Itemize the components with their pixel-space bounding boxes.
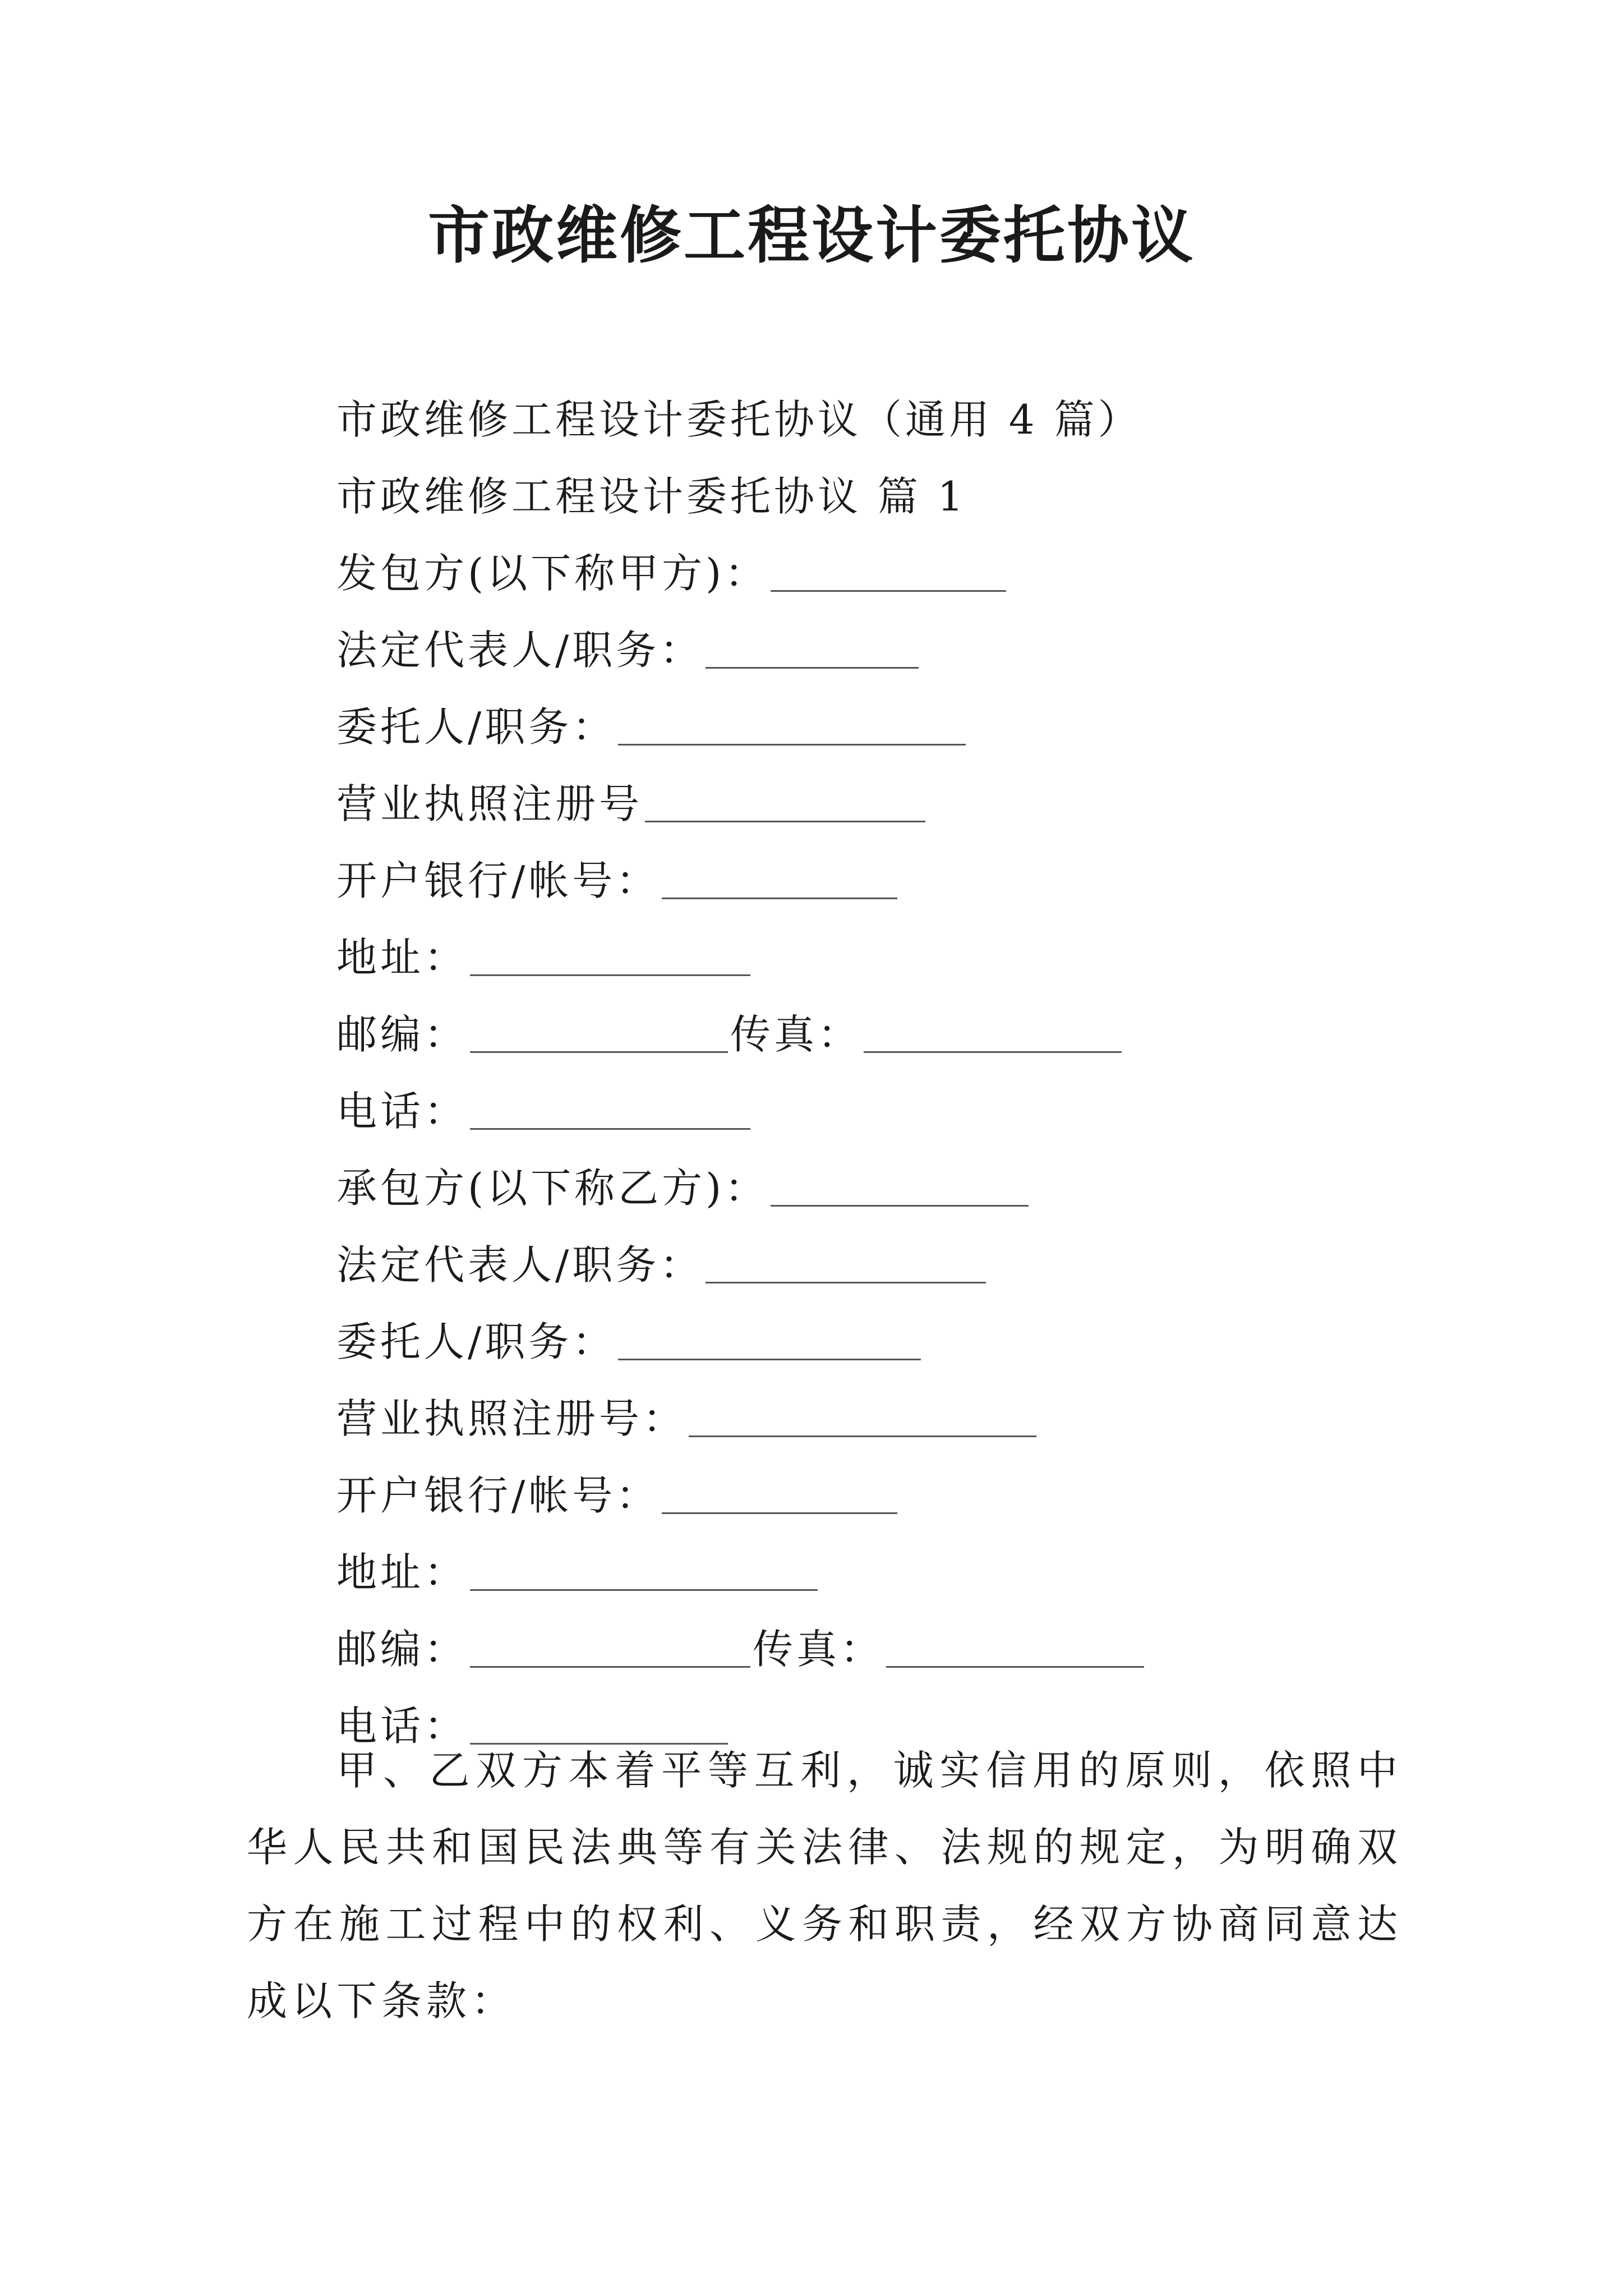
party-b-phone-label: 电话： [336, 1703, 468, 1750]
party-b-agent-label: 委托人/职务： [336, 1318, 616, 1365]
party-a-legal-rep-row [336, 612, 1458, 689]
party-a-license-blank [645, 780, 925, 822]
party-a-postcode-blank [470, 1011, 728, 1053]
party-a-postcode-fax-row [336, 996, 1458, 1073]
party-b-postcode-label: 邮编： [336, 1626, 468, 1673]
party-a-license-label: 营业执照注册号 [336, 780, 643, 827]
preamble-paragraph: 甲、乙双方本着平等互利，诚实信用的原则，依照中华人民共和国民法典等有关法律、法规的规定，为明确双方在施工过程中的权利、义务和职责，经双方协商同意达成以下条款： [247, 1747, 1402, 2024]
party-a-fax-label: 传真： [730, 1011, 862, 1058]
party-b-address-blank [470, 1549, 818, 1591]
party-b-legal-rep-row [336, 1227, 1458, 1304]
party-a-contractor-label: 发包方(以下称甲方)： [336, 550, 769, 597]
party-a-agent-blank [618, 703, 966, 746]
document-title: 市政维修工程设计委托协议 [428, 199, 1195, 272]
party-b-fax-blank [886, 1626, 1144, 1668]
party-b-bank-label: 开户银行/帐号： [336, 1472, 660, 1519]
party-a-bank-label: 开户银行/帐号： [336, 857, 660, 904]
party-a-address-blank [470, 934, 750, 976]
party-a-agent-row [336, 689, 1458, 766]
party-a-phone-row [336, 1073, 1458, 1150]
party-b-contractor-label: 承包方(以下称乙方)： [336, 1165, 769, 1212]
party-a-phone-label: 电话： [336, 1088, 468, 1135]
party-a-agent-label: 委托人/职务： [336, 703, 616, 751]
party-b-license-blank [689, 1395, 1036, 1437]
party-a-license-row [336, 766, 1458, 843]
party-b-fax-label: 传真： [753, 1626, 884, 1673]
party-a-fax-blank [864, 1011, 1122, 1053]
party-b-agent-row [336, 1304, 1458, 1381]
party-a-bank-row [336, 843, 1458, 919]
party-a-legal-rep-label: 法定代表人/职务： [336, 627, 704, 674]
party-b-agent-blank [618, 1318, 921, 1360]
document-subtitle: 市政维修工程设计委托协议（通用 4 篇） [336, 396, 1142, 443]
party-a-address-label: 地址： [336, 934, 468, 981]
party-a-phone-blank [470, 1088, 750, 1130]
party-b-license-row [336, 1381, 1458, 1457]
party-a-bank-blank [662, 857, 897, 899]
party-b-bank-row [336, 1457, 1458, 1534]
section-heading: 市政维修工程设计委托协议 篇 1 [336, 473, 967, 520]
party-a-legal-rep-blank [706, 627, 919, 669]
party-b-legal-rep-label: 法定代表人/职务： [336, 1241, 704, 1289]
party-b-contractor-row [336, 1150, 1458, 1227]
party-b-postcode-fax-row [336, 1611, 1458, 1688]
party-b-bank-blank [662, 1472, 897, 1514]
party-b-license-label: 营业执照注册号： [336, 1395, 687, 1442]
document-body [336, 381, 1458, 1765]
party-b-postcode-blank [470, 1626, 750, 1668]
party-a-address-row [336, 919, 1458, 996]
party-a-postcode-label: 邮编： [336, 1011, 468, 1058]
party-b-address-row [336, 1534, 1458, 1611]
party-b-address-label: 地址： [336, 1549, 468, 1596]
party-b-contractor-blank [771, 1165, 1029, 1207]
party-a-contractor-row [336, 535, 1458, 612]
party-a-contractor-blank [771, 550, 1006, 592]
party-b-legal-rep-blank [706, 1241, 986, 1283]
